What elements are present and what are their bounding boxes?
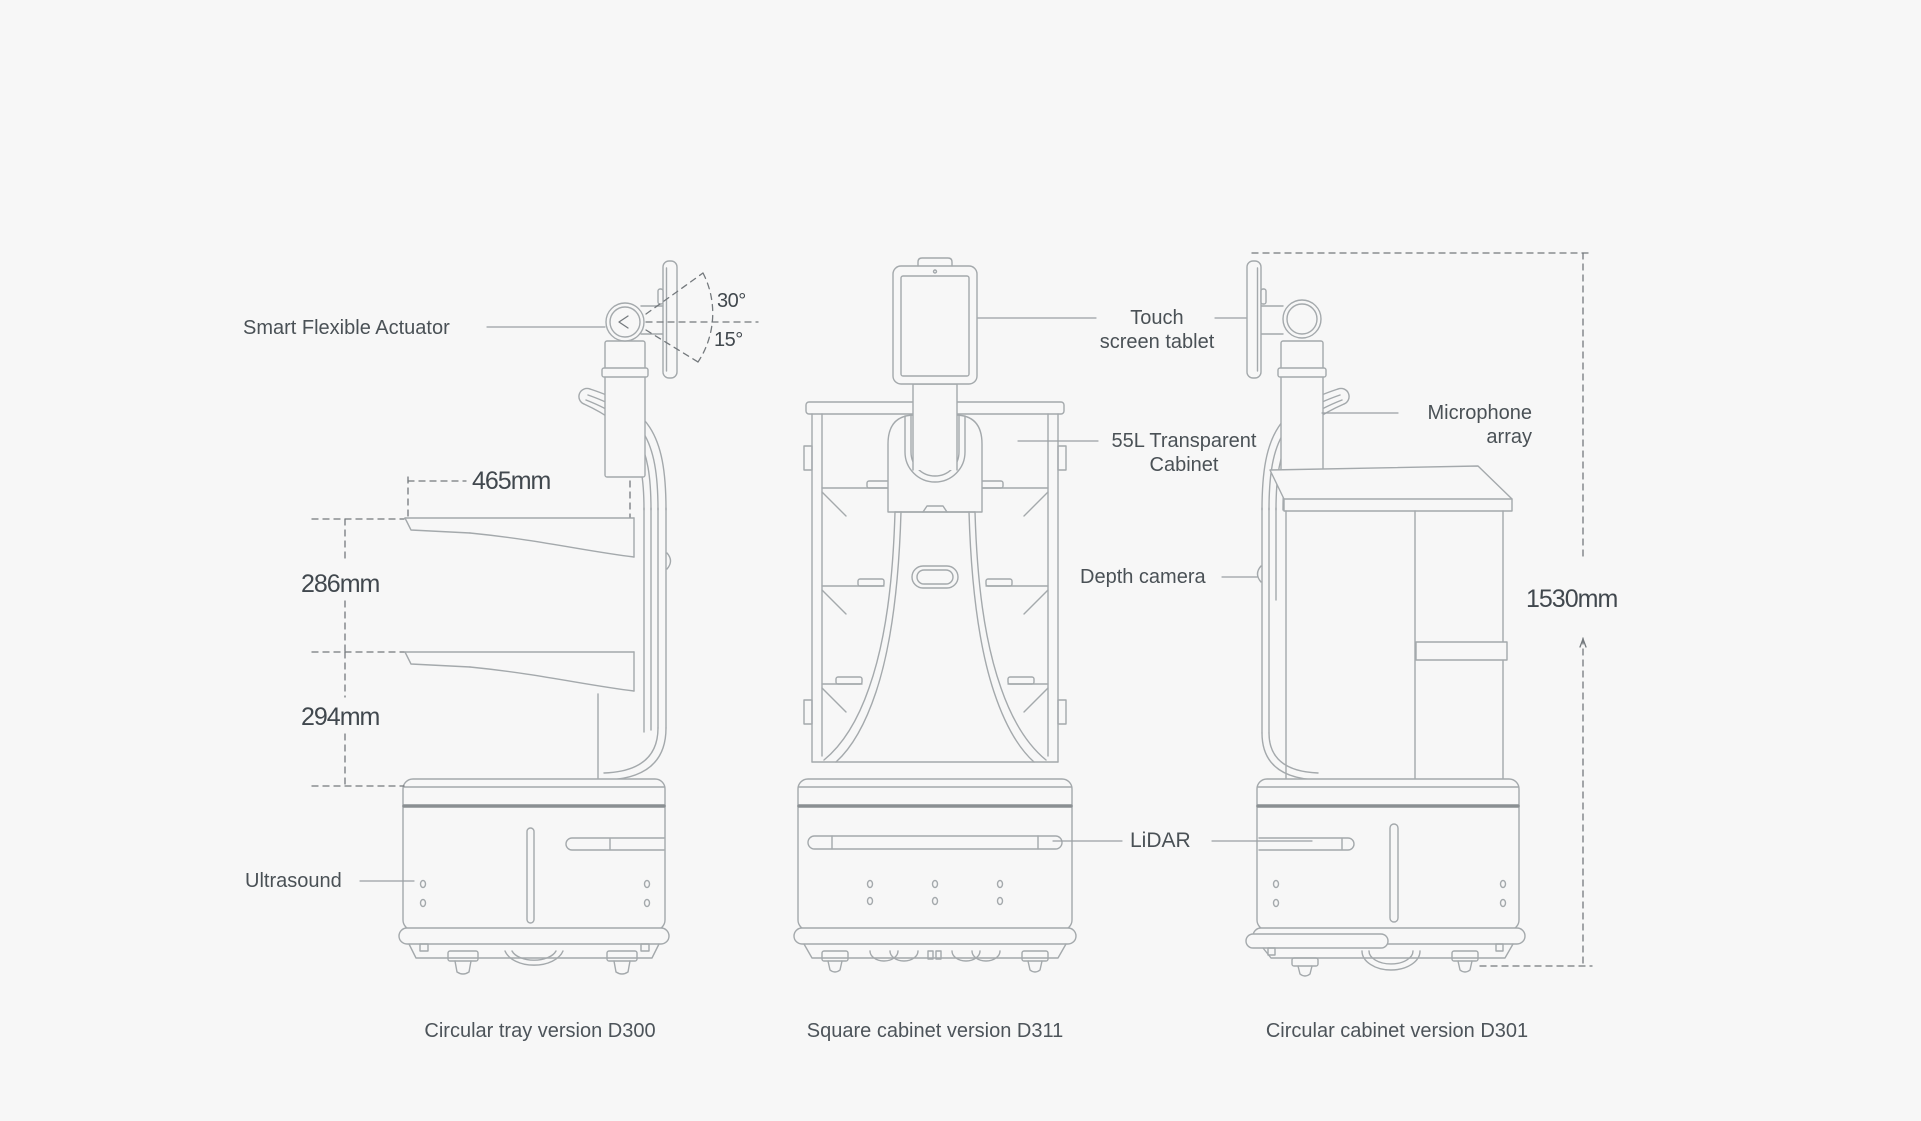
label-lidar: LiDAR — [1130, 829, 1191, 852]
d300-base — [399, 779, 669, 974]
dimension-screen-tilt-down: 15° — [714, 329, 743, 351]
d311-tablet-front — [893, 258, 977, 384]
label-smart-flexible-actuator: Smart Flexible Actuator — [243, 317, 450, 339]
d300-dimension-lines — [312, 477, 630, 786]
d311-neck-collar — [888, 384, 982, 512]
d301-base — [1246, 779, 1525, 976]
robot-d301-drawing — [1246, 253, 1592, 976]
d300-neck — [602, 341, 648, 477]
dimension-lower-tray-spacing: 294mm — [301, 703, 380, 731]
label-transparent-cabinet-line1: 55L Transparent — [1111, 430, 1257, 452]
d301-neck — [1278, 341, 1326, 477]
d301-tablet-side — [1247, 261, 1283, 378]
d301-cabinet — [1270, 466, 1512, 792]
d301-wheels — [1292, 951, 1478, 976]
label-touch-screen-tablet-line2: screen tablet — [1099, 331, 1215, 353]
label-microphone-array-line2: array — [1486, 426, 1532, 448]
label-microphone-array — [1412, 401, 1532, 449]
label-ultrasound: Ultrasound — [245, 870, 342, 892]
label-transparent-cabinet — [1112, 429, 1257, 477]
d311-wheels — [822, 951, 1048, 972]
caption-d301: Circular cabinet version D301 — [1265, 1020, 1529, 1042]
dimension-tray-width: 465mm — [472, 467, 551, 495]
d300-lower-tray — [405, 652, 634, 691]
d301-depth-camera-bump — [1258, 566, 1262, 582]
d300-upper-tray — [405, 518, 634, 557]
d311-central-column — [824, 506, 1046, 762]
caption-d311: Square cabinet version D311 — [806, 1020, 1064, 1042]
d301-actuator — [1283, 300, 1321, 338]
robot-d300-drawing — [312, 261, 758, 974]
label-touch-screen-tablet-line1: Touch — [1130, 307, 1184, 329]
label-transparent-cabinet-line2: Cabinet — [1149, 454, 1219, 476]
d300-side-camera-bump — [667, 553, 671, 569]
dimension-overall-height: 1530mm — [1526, 585, 1618, 613]
caption-d300: Circular tray version D300 — [424, 1020, 656, 1042]
dimension-upper-tray-spacing: 286mm — [301, 570, 380, 598]
label-depth-camera: Depth camera — [1080, 566, 1206, 588]
d300-actuator — [606, 303, 644, 341]
label-touch-screen-tablet — [1100, 306, 1215, 354]
d311-shelves — [822, 481, 1048, 712]
dimension-screen-tilt-up: 30° — [717, 290, 746, 312]
d311-base — [794, 779, 1076, 972]
robot-d311-drawing — [794, 258, 1076, 972]
d300-tablet-side — [641, 261, 677, 378]
label-microphone-array-line1: Microphone — [1427, 402, 1532, 424]
d300-wheels — [448, 951, 637, 974]
